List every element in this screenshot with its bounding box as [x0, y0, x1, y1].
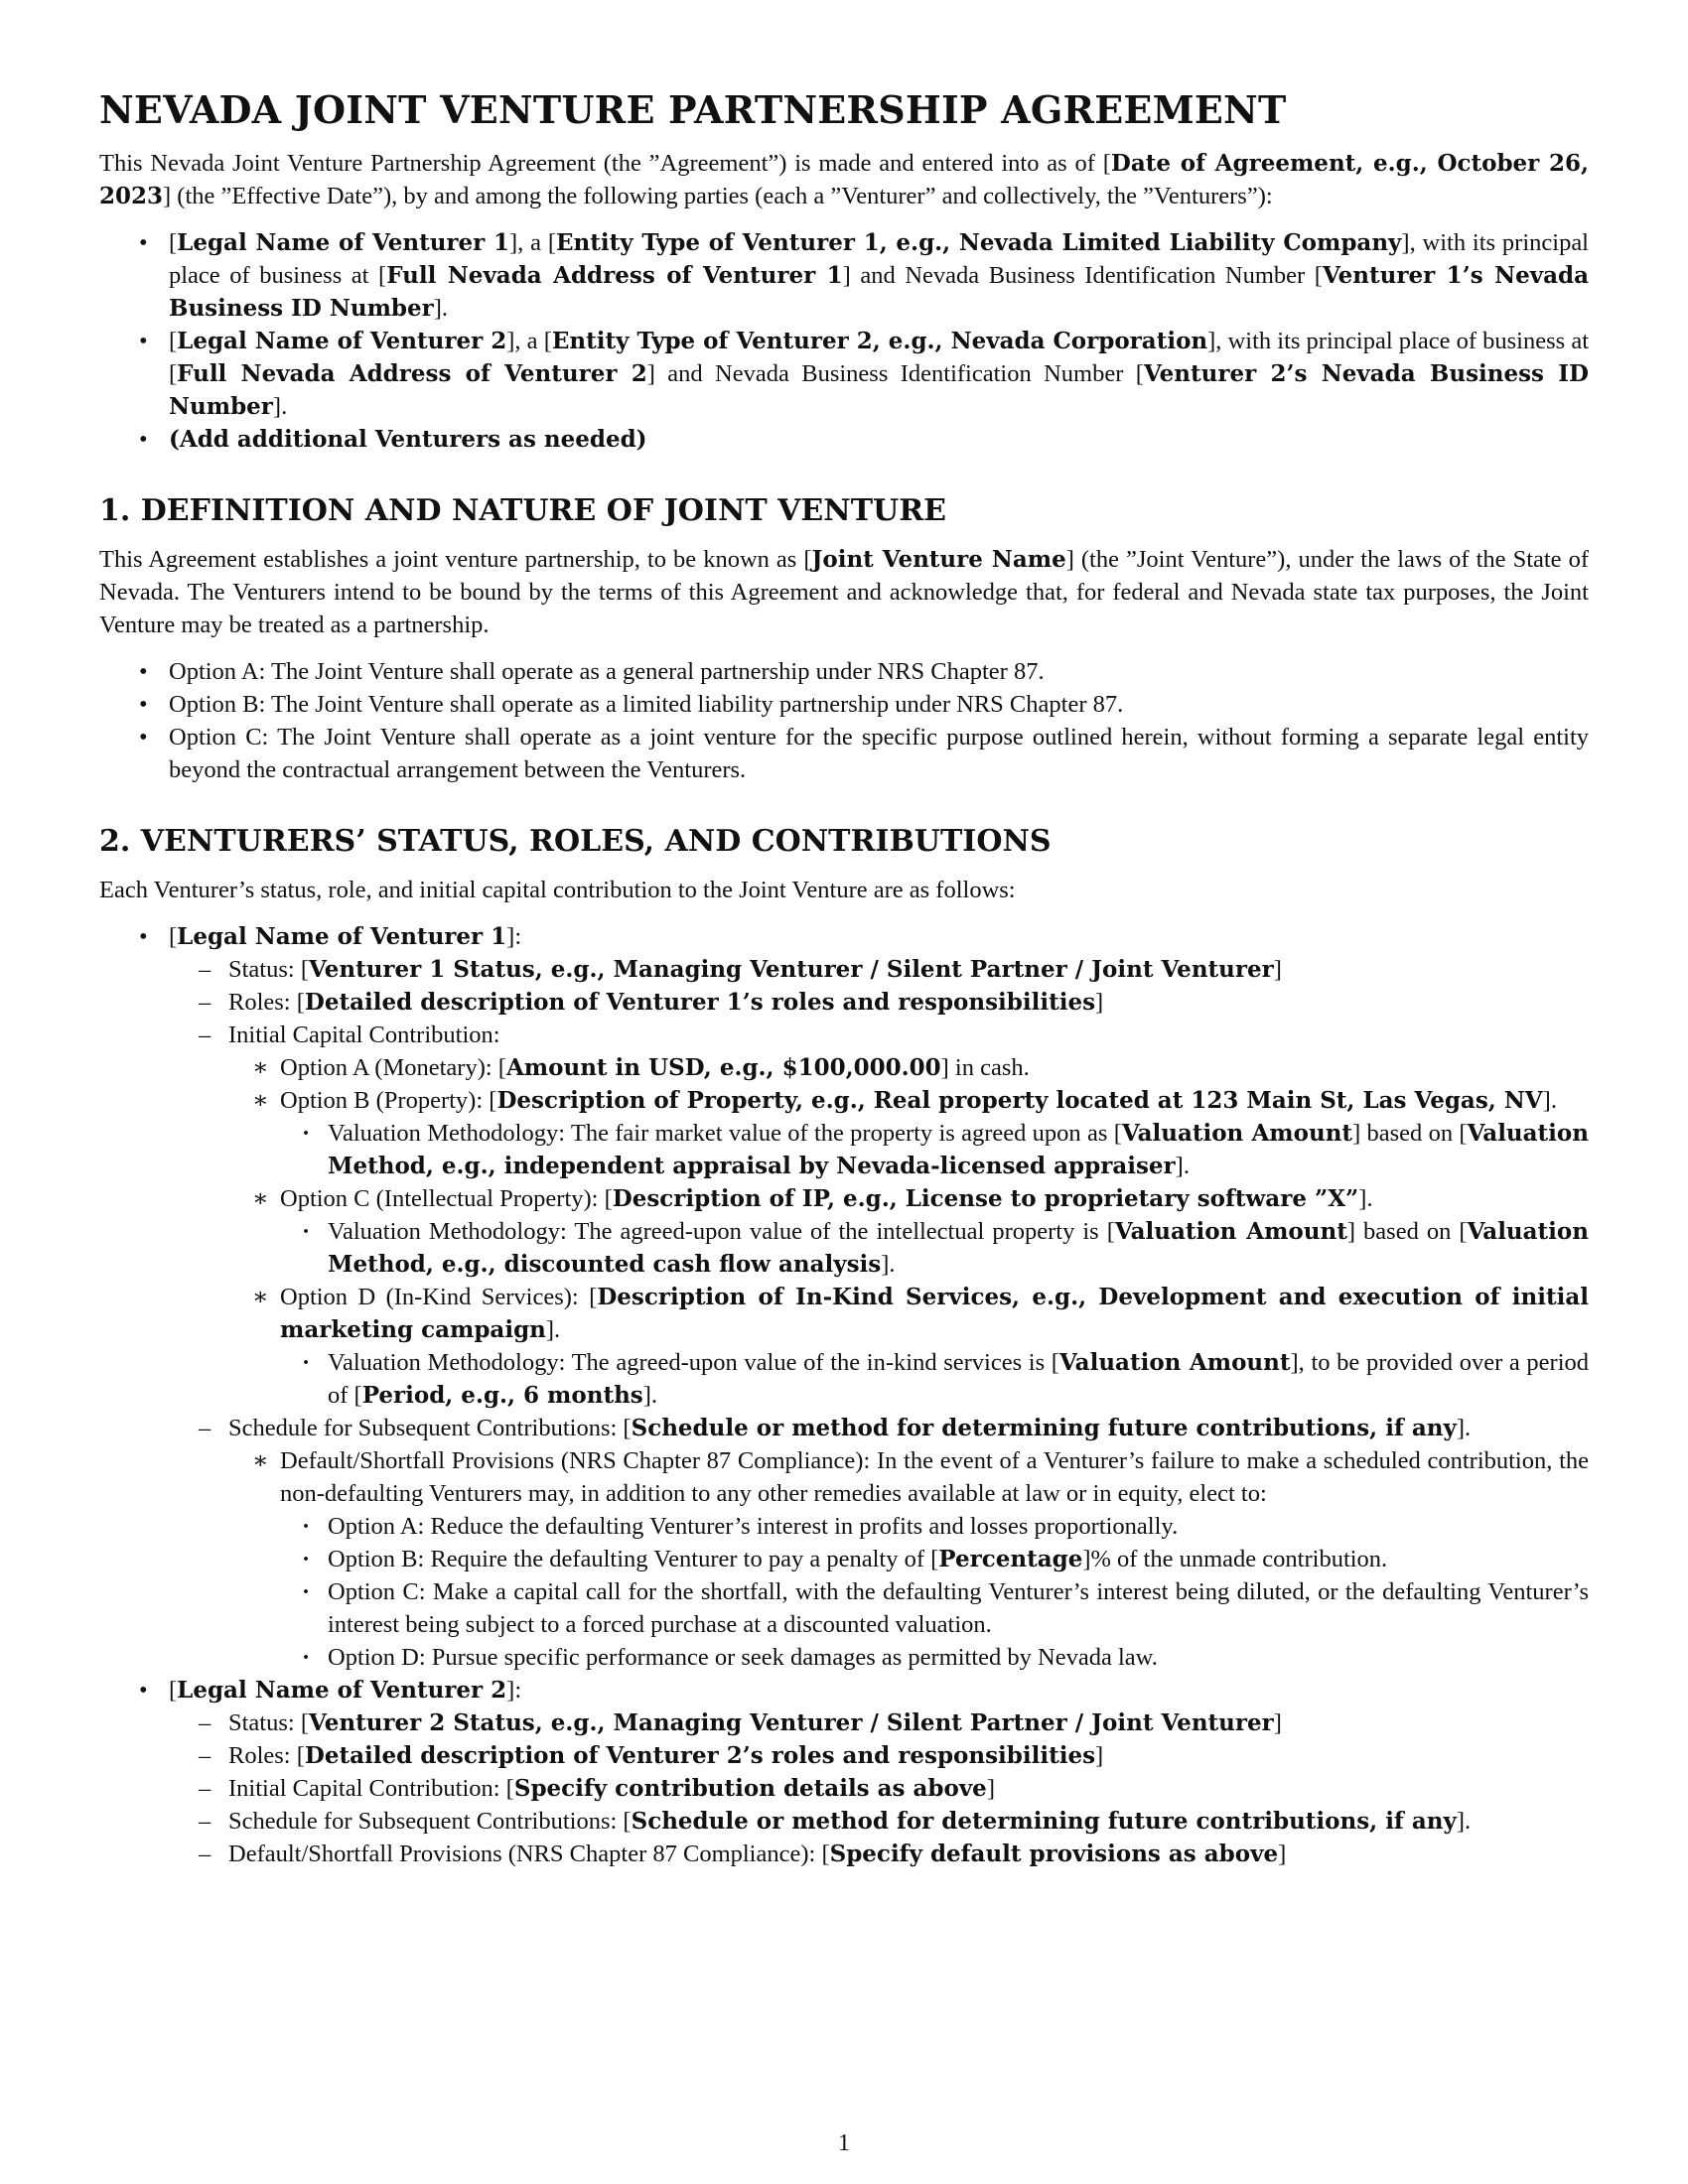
document-page [99, 87, 1589, 1870]
list-item: · Option C: Make a capital call for the shortfall, with the defaulting Venturer’s interest being diluted, or the defaulting Venturer’s interest being subject to a forced purchase at a discounted valuation. [328, 1575, 1589, 1641]
section-heading: 1. DEFINITION AND NATURE OF JOINT VENTURE [99, 493, 947, 528]
list-item: ∗ Option C (Intellectual Property): [Description of IP, e.g., License to proprietary software ”X”]. · Valuation Methodology: The agreed-upon value of the intellectual property is [Valuation Amount] based on [Valuation Method, e.g., discounted cash flow analysis]. [280, 1182, 1589, 1281]
list-item: · Valuation Methodology: The fair market value of the property is agreed upon as [Valuation Amount] based on [Valuation Method, e.g., independent appraisal by Nevada-licensed appraiser]. [328, 1117, 1589, 1182]
parties-list [99, 226, 1589, 456]
list-item: · Option B: Require the defaulting Venturer to pay a penalty of [Percentage]% of the unmade contribution. [328, 1543, 1589, 1575]
list-item: – Status: [Venturer 2 Status, e.g., Managing Venturer / Silent Partner / Joint Venturer] [228, 1706, 1589, 1739]
list-item: – Default/Shortfall Provisions (NRS Chapter 87 Compliance): [Specify default provisions as above] [228, 1838, 1589, 1870]
page-number: 1 [838, 2130, 850, 2156]
list-item: – Roles: [Detailed description of Venturer 1’s roles and responsibilities] [228, 986, 1589, 1019]
list-item: ∗ Default/Shortfall Provisions (NRS Chapter 87 Compliance): In the event of a Venturer’s failure to make a scheduled contribution, the non-defaulting Venturers may, in addition to any other remedies available at law or in equity, elect to: · Option A: Reduce the defaulting Venturer’s interest in profits and losses proportionally. · Option B: Require the defaulting Venturer to pay a penalty of [Percentage]% of the unmade contribution. · Option C: Make a capital call for the shortfall, with the defaulting Venturer’s interest being diluted, or the defaulting Venturer’s interest being subject to a forced purchase at a discounted valuation. · Option D: Pursue specific performance or seek damages as permitted by Nevada law. [280, 1444, 1589, 1674]
list-item: ∗ Option B (Property): [Description of Property, e.g., Real property located at 123 Main St, Las Vegas, NV]. · Valuation Methodology: The fair market value of the property is agreed upon as [Valuation Amount] based on [Valuation Method, e.g., independent appraisal by Nevada-licensed appraiser]. [280, 1084, 1589, 1182]
list-item: • Option C: The Joint Venture shall operate as a joint venture for the specific purpose outlined herein, without forming a separate legal entity beyond the contractual arrangement between the Venturers. [169, 721, 1589, 786]
venturer-2-item: • [Legal Name of Venturer 2]: – Status: [Venturer 2 Status, e.g., Managing Venturer / Silent Partner / Joint Venturer] – Roles: [Detailed description of Venturer 2’s roles and responsibilities] – Initial Capital Contribution: [Specify contribution details as above] – Schedule for Subsequent Contributions: [Schedule or method for determining future contributions, if any]. – Default/Shortfall Provisions (NRS Chapter 87 Compliance): [Specify default provisions as above] [169, 1674, 1589, 1870]
list-item: · Option A: Reduce the defaulting Venturer’s interest in profits and losses proportionally. [328, 1510, 1589, 1543]
party-item: • [Legal Name of Venturer 1], a [Entity Type of Venturer 1, e.g., Nevada Limited Liability Company], with its principal place of business at [Full Nevada Address of Venturer 1] and Nevada Business Identification Number [Venturer 1’s Nevada Business ID Number]. [169, 226, 1589, 325]
list-item: ∗ Option A (Monetary): [Amount in USD, e.g., $100,000.00] in cash. [280, 1051, 1589, 1084]
list-item: · Valuation Methodology: The agreed-upon value of the in-kind services is [Valuation Amount], to be provided over a period of [Period, e.g., 6 months]. [328, 1346, 1589, 1412]
section1-options-list [99, 655, 1589, 786]
list-item: – Status: [Venturer 1 Status, e.g., Managing Venturer / Silent Partner / Joint Venturer] [228, 953, 1589, 986]
section1-paragraph: This Agreement establishes a joint venture partnership, to be known as [Joint Venture Name] (the ”Joint Venture”), under the laws of the State of Nevada. The Venturers intend to be bound by the terms of this Agreement and acknowledge that, for federal and Nevada state tax purposes, the Joint Venture may be treated as a partnership. [99, 546, 1589, 638]
list-item: – Roles: [Detailed description of Venturer 2’s roles and responsibilities] [228, 1739, 1589, 1772]
list-item: – Schedule for Subsequent Contributions: [Schedule or method for determining future contributions, if any]. ∗ Default/Shortfall Provisions (NRS Chapter 87 Compliance): In the event of a Venturer’s failure to make a scheduled contribution, the non-defaulting Venturers may, in addition to any other remedies available at law or in equity, elect to: · Option A: Reduce the defaulting Venturer’s interest in profits and losses proportionally. · Option B: Require the defaulting Venturer to pay a penalty of [Percentage]% of the unmade contribution. · Option C: Make a capital call for the shortfall, with the defaulting Venturer’s interest being diluted, or the defaulting Venturer’s interest being subject to a forced purchase at a discounted valuation. · Option D: Pursue specific performance or seek damages as permitted by Nevada law. [228, 1412, 1589, 1674]
section2-intro: Each Venturer’s status, role, and initial capital contribution to the Joint Venture are as follows: [99, 877, 1016, 903]
list-item: · Valuation Methodology: The agreed-upon value of the intellectual property is [Valuation Amount] based on [Valuation Method, e.g., discounted cash flow analysis]. [328, 1215, 1589, 1281]
list-item: ∗ Option D (In-Kind Services): [Description of In-Kind Services, e.g., Development and execution of initial marketing campaign]. · Valuation Methodology: The agreed-upon value of the in-kind services is [Valuation Amount], to be provided over a period of [Period, e.g., 6 months]. [280, 1281, 1589, 1412]
venturers-list [99, 920, 1589, 1870]
list-item: • Option B: The Joint Venture shall operate as a limited liability partnership under NRS Chapter 87. [169, 688, 1589, 721]
list-item: – Initial Capital Contribution: [Specify contribution details as above] [228, 1772, 1589, 1805]
list-item: – Initial Capital Contribution: ∗ Option A (Monetary): [Amount in USD, e.g., $100,000.00] in cash. ∗ Option B (Property): [Description of Property, e.g., Real property located at 123 Main St, Las Vegas, NV]. · Valuation Methodology: The fair market value of the property is agreed upon as [Valuation Amount] based on [Valuation Method, e.g., independent appraisal by Nevada-licensed appraiser]. ∗ Option C (Intellectual Property): [Description of IP, e.g., License to proprietary software ”X”]. · Valuation Methodology: The agreed-upon value of the intellectual property is [Valuation Amount] based on [Valuation Method, e.g., discounted cash flow analysis]. ∗ Option D (In-Kind Services): [Description of In-Kind Services, e.g., Development and execution of initial marketing campaign]. · Valuation Methodology: The agreed-upon value of the in-kind services is [Valuation Amount], to be provided over a period of [Period, e.g., 6 months]. [228, 1019, 1589, 1412]
list-item: · Option D: Pursue specific performance or seek damages as permitted by Nevada law. [328, 1641, 1589, 1674]
party-item: • [Legal Name of Venturer 2], a [Entity Type of Venturer 2, e.g., Nevada Corporation], with its principal place of business at [Full Nevada Address of Venturer 2] and Nevada Business Identification Number [Venturer 2’s Nevada Business ID Number]. [169, 325, 1589, 423]
intro-paragraph: This Nevada Joint Venture Partnership Agreement (the ”Agreement”) is made and entered into as of [Date of Agreement, e.g., October 26, 2023] (the ”Effective Date”), by and among the following parties (each a ”Venturer” and collectively, the ”Venturers”): [99, 150, 1589, 209]
section-heading: 2. VENTURERS’ STATUS, ROLES, AND CONTRIBUTIONS [99, 824, 1052, 859]
document-title: NEVADA JOINT VENTURE PARTNERSHIP AGREEMENT [99, 87, 1287, 132]
list-item: • Option A: The Joint Venture shall operate as a general partnership under NRS Chapter 87. [169, 655, 1589, 688]
venturer-1-item: • [Legal Name of Venturer 1]: – Status: [Venturer 1 Status, e.g., Managing Venturer / Silent Partner / Joint Venturer] – Roles: [Detailed description of Venturer 1’s roles and responsibilities] – Initial Capital Contribution: ∗ Option A (Monetary): [Amount in USD, e.g., $100,000.00] in cash. ∗ Option B (Property): [Description of Property, e.g., Real property located at 123 Main St, Las Vegas, NV]. · Valuation Methodology: The fair market value of the property is agreed upon as [Valuation Amount] based on [Valuation Method, e.g., independent appraisal by Nevada-licensed appraiser]. ∗ Option C (Intellectual Property): [Description of IP, e.g., License to proprietary software ”X”]. · Valuation Methodology: The agreed-upon value of the intellectual property is [Valuation Amount] based on [Valuation Method, e.g., discounted cash flow analysis]. ∗ Option D (In-Kind Services): [Description of In-Kind Services, e.g., Development and execution of initial marketing campaign]. · Valuation Methodology: The agreed-upon value of the in-kind services is [Valuation Amount], to be provided over a period of [Period, e.g., 6 months]. – Schedule for Subsequent Contributions: [Schedule or method for determining future contributions, if any]. ∗ Default/Shortfall Provisions (NRS Chapter 87 Compliance): In the event of a Venturer’s failure to make a scheduled contribution, the non-defaulting Venturers may, in addition to any other remedies available at law or in equity, elect to: · Option A: Reduce the defaulting Venturer’s interest in profits and losses proportionally. · Option B: Require the defaulting Venturer to pay a penalty of [Percentage]% of the unmade contribution. · Option C: Make a capital call for the shortfall, with the defaulting Venturer’s interest being diluted, or the defaulting Venturer’s interest being subject to a forced purchase at a discounted valuation. · Option D: Pursue specific performance or seek damages as permitted by Nevada law. [169, 920, 1589, 1674]
list-item: – Schedule for Subsequent Contributions: [Schedule or method for determining future contributions, if any]. [228, 1805, 1589, 1838]
party-item-add: • (Add additional Venturers as needed) [169, 423, 1589, 456]
